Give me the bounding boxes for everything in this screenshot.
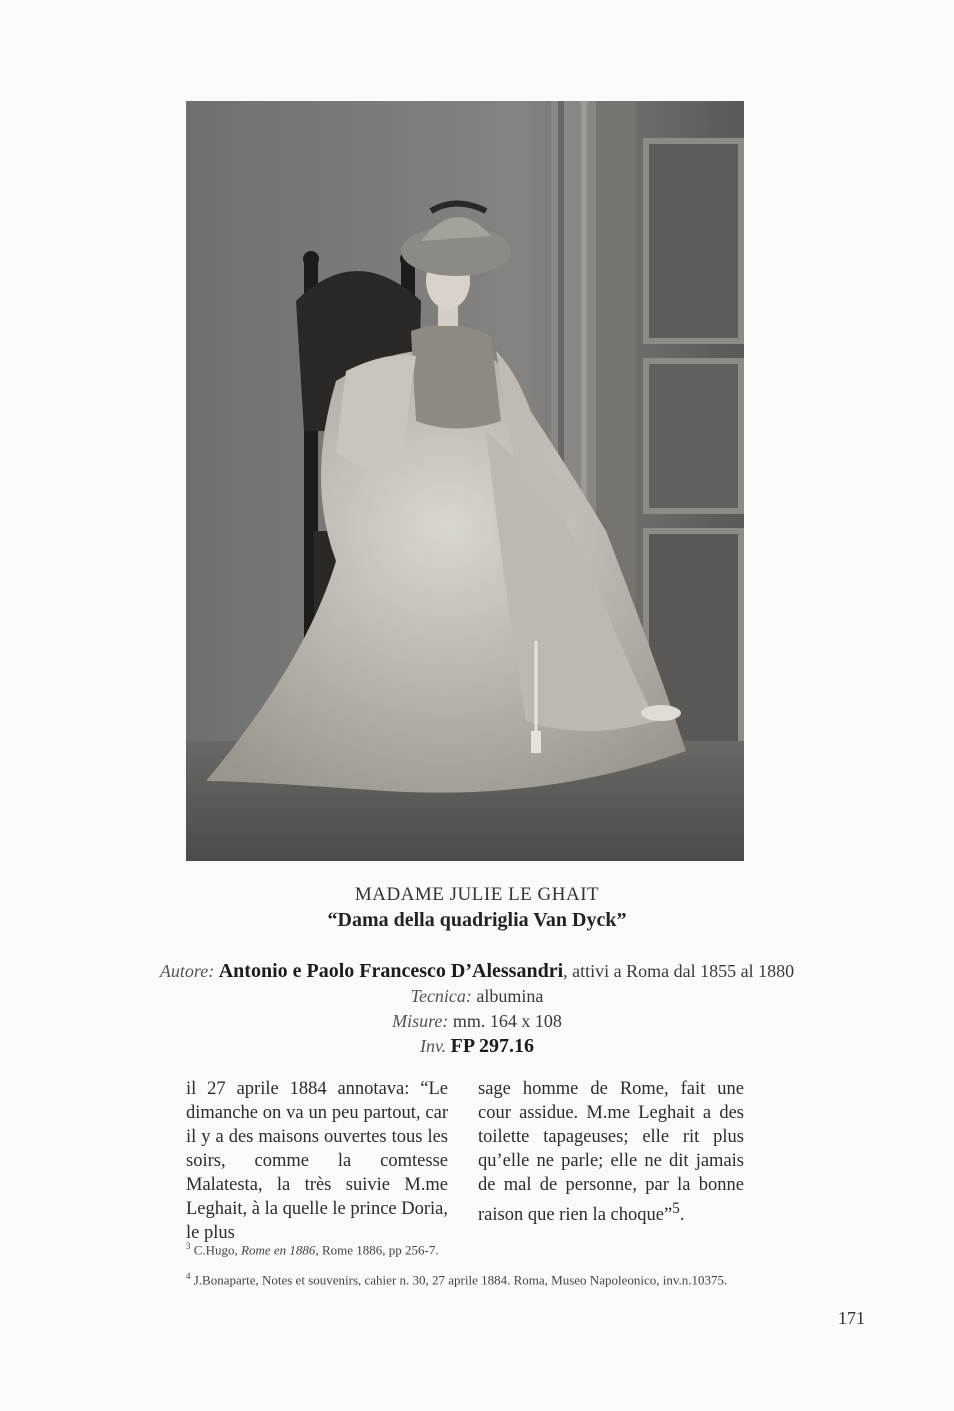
misure-value: mm. 164 x 108 xyxy=(452,1011,562,1031)
body-column-left: il 27 aprile 1884 annotava: “Le dimanche on va un peu partout, car il y a des maisons ouvertes tous les soirs, comme la comtesse Malatesta, la très suivie M.me Leghait, à la quelle le prince Doria, le plus xyxy=(186,1079,448,1243)
autore-rest: , attivi a Roma dal 1855 al 1880 xyxy=(563,961,795,981)
tecnica-label: Tecnica: xyxy=(410,986,472,1006)
meta-misure xyxy=(0,1010,954,1033)
body-right-end: . xyxy=(679,1205,685,1226)
meta-tecnica xyxy=(0,985,954,1008)
caption-name: MADAME JULIE LE GHAIT xyxy=(354,884,600,905)
autore-value: Antonio e Paolo Francesco D’Alessandri xyxy=(218,960,564,982)
body-right-text: sage homme de Rome, fait une cour assidue. M.me Leghait a des toilette tapageuses; elle rit plus qu’elle ne parle; elle ne dit jamais de mal de personne, par la bonne raison que rien la choque” xyxy=(478,1079,744,1226)
footnote-italic: Rome en 1886 xyxy=(241,1242,316,1258)
footnote-pre: C.Hugo, xyxy=(193,1242,242,1258)
caption-title: “Dama della quadriglia Van Dyck” xyxy=(327,909,627,931)
autore-label: Autore: xyxy=(159,961,215,981)
footnote-pre: J.Bonaparte, Notes et souvenirs, cahier n. 30, 27 aprile 1884. Roma, Museo Napoleonico, inv.n.10375. xyxy=(193,1272,728,1288)
page-number: 171 xyxy=(838,1308,865,1328)
body-column-right xyxy=(478,1077,744,1227)
misure-label: Misure: xyxy=(392,1011,449,1031)
footnote-item xyxy=(186,1263,886,1293)
footnotes xyxy=(186,1233,886,1294)
footnote-number: 4 xyxy=(186,1271,191,1282)
meta-autore xyxy=(0,960,954,983)
footnote-post: , Rome 1886, pp 256-7. xyxy=(315,1242,439,1258)
portrait-photograph xyxy=(186,101,744,861)
meta-inv xyxy=(0,1035,954,1058)
footnote-item xyxy=(186,1233,886,1263)
footnote-number: 3 xyxy=(186,1241,191,1251)
inv-value: FP 297.16 xyxy=(450,1035,534,1057)
tecnica-value: albumina xyxy=(476,986,544,1006)
footnote-ref: 5 xyxy=(672,1200,680,1217)
inv-label: Inv. xyxy=(420,1036,447,1056)
